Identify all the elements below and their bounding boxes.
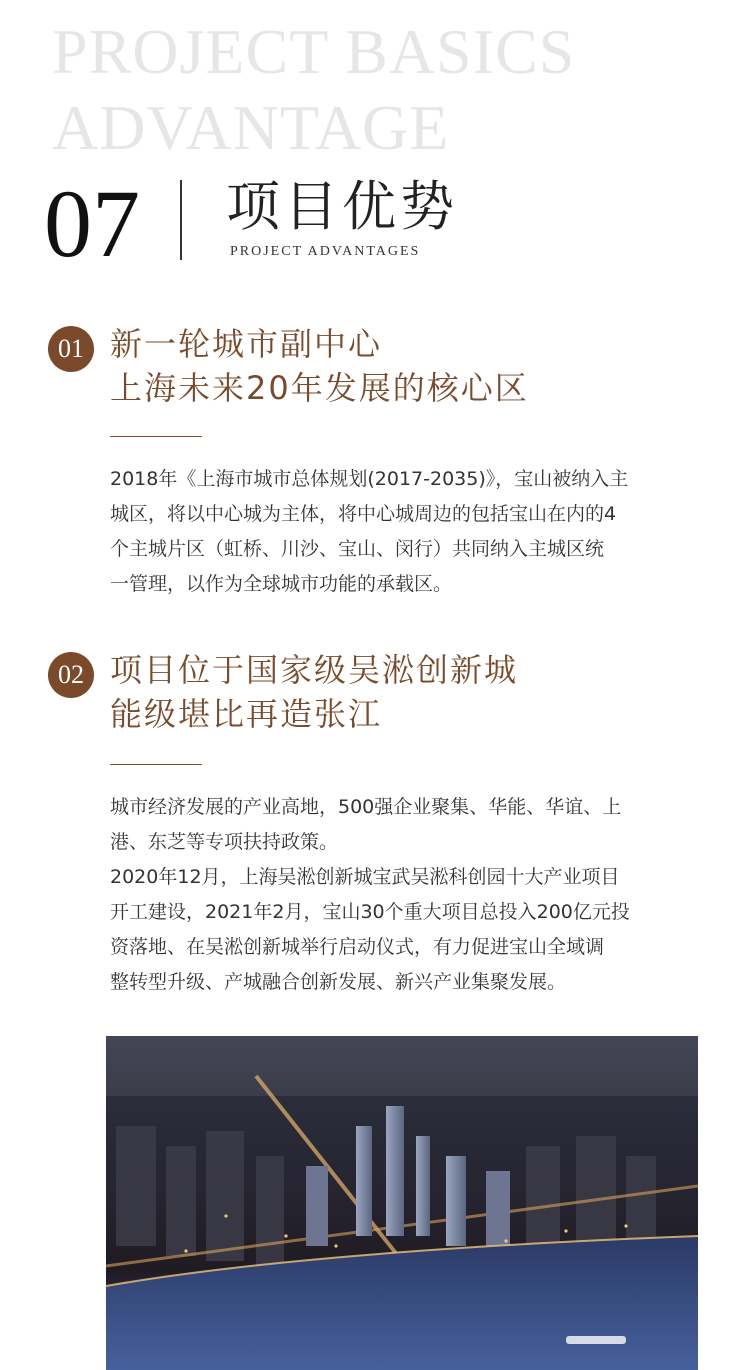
point-body-01 [110,462,704,602]
title-divider [180,180,182,260]
body-line: 城市经济发展的产业高地，500强企业聚集、华能、华谊、上 [110,796,622,818]
heading-underline [110,436,202,437]
heading-underline [110,764,202,765]
point-body-02 [110,790,704,1000]
section-title: 项目优势 [226,175,458,238]
section-number: 07 [44,170,140,277]
body-line: 2020年12月，上海吴淞创新城宝武吴淞科创园十大产业项目 [110,866,620,888]
body-line: 2018年《上海市城市总体规划(2017-2035)》，宝山被纳入主 [110,468,629,490]
point-heading-02 [110,648,518,736]
body-line: 开工建设，2021年2月，宝山30个重大项目总投入200亿元投 [110,901,630,923]
heading-line: 能级堪比再造张江 [110,695,383,733]
background-title-line-2: ADVANTAGE [52,92,450,163]
background-title-line-1: PROJECT BASICS [52,16,576,87]
body-line: 城区，将以中心城为主体，将中心城周边的包括宝山在内的4 [110,503,617,525]
body-line: 整转型升级、产城融合创新发展、新兴产业集聚发展。 [110,971,567,993]
heading-line: 新一轮城市副中心 [110,325,383,363]
point-badge-02: 02 [48,652,94,698]
body-line: 一管理，以作为全球城市功能的承载区。 [110,573,453,595]
section-subtitle: PROJECT ADVANTAGES [230,244,421,259]
heading-line: 上海未来20年发展的核心区 [110,369,529,407]
aerial-night-city-image [106,1036,698,1370]
point-badge-01: 01 [48,326,94,372]
body-line: 资落地、在吴淞创新城举行启动仪式，有力促进宝山全域调 [110,936,605,958]
body-line: 港、东芝等专项扶持政策。 [110,831,339,853]
point-heading-01 [110,322,529,410]
body-line: 个主城片区（虹桥、川沙、宝山、闵行）共同纳入主城区统 [110,538,605,560]
heading-line: 项目位于国家级吴淞创新城 [110,651,519,689]
